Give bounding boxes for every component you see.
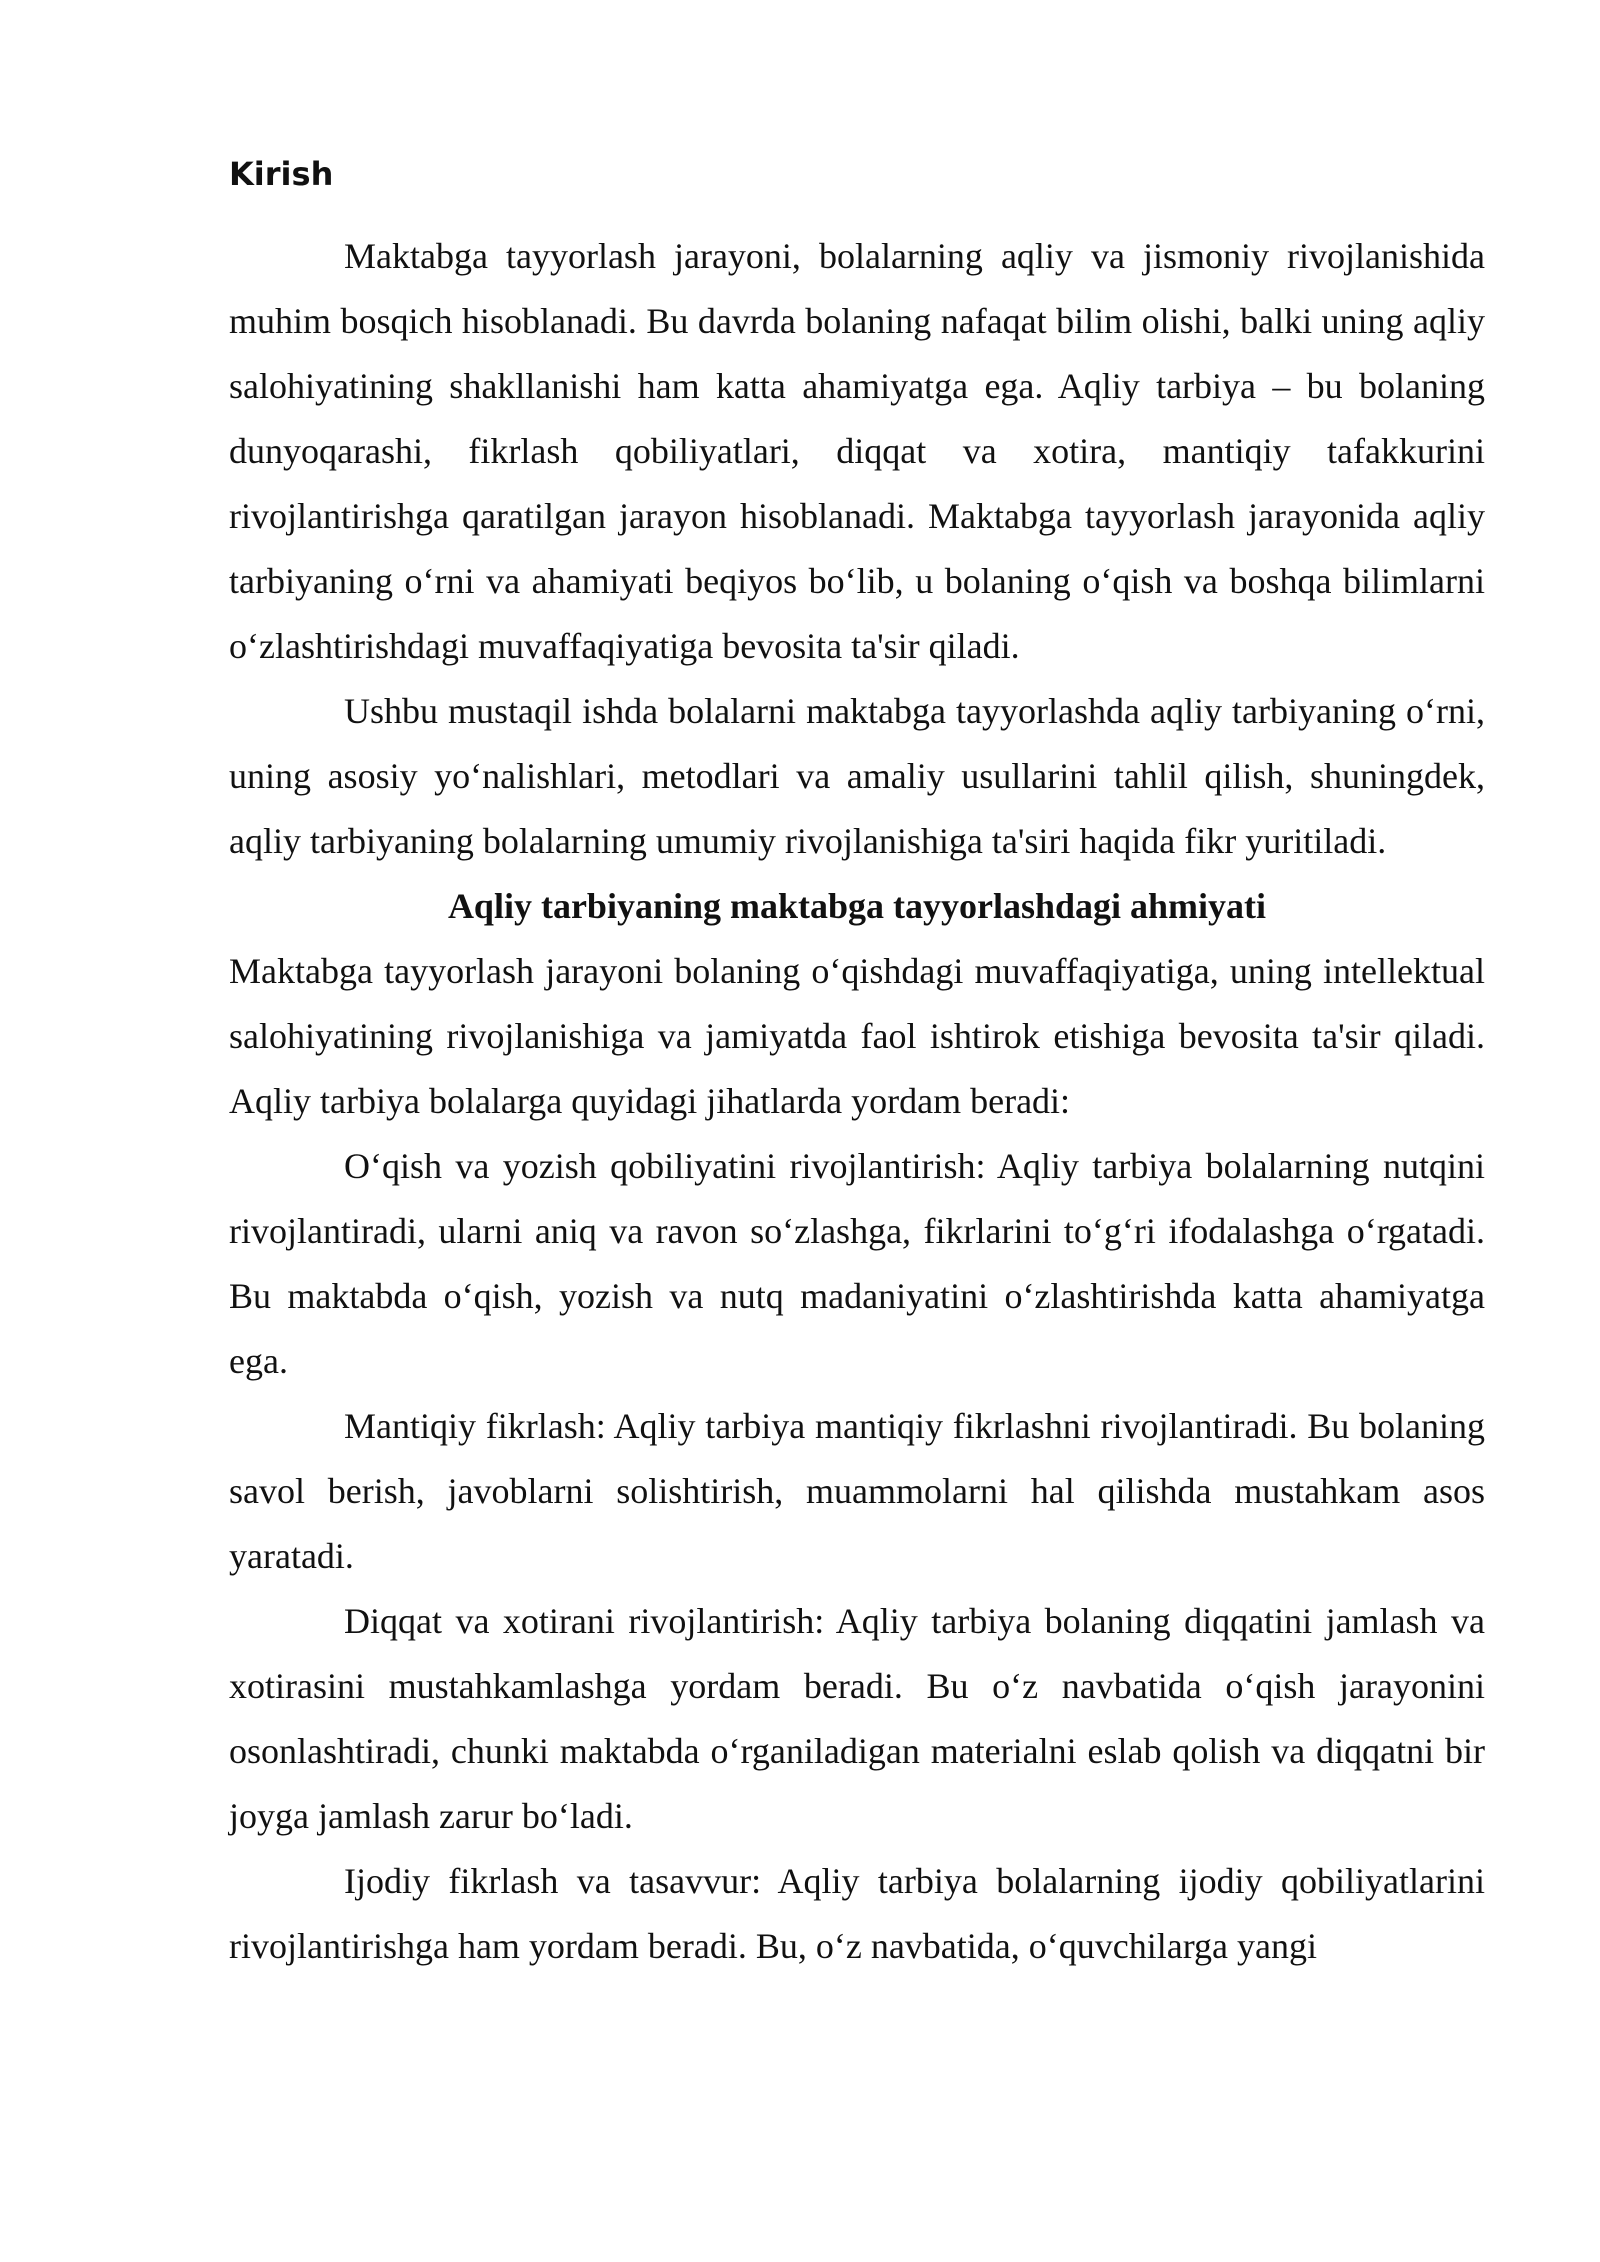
section-lead-paragraph: Maktabga tayyorlash jarayoni bolaning o‘qishdagi muvaffaqiyatiga, uning intellektual salohiyatining rivojlanishiga va jamiyatda faol ishtirok etishiga bevosita ta'sir qiladi. Aqliy tarbiya bolalarga quyidagi jihatlarda yordam beradi: [229,951,1485,1121]
section-heading: Aqliy tarbiyaning maktabga tayyorlashdagi ahmiyati [447,886,1267,926]
intro-paragraph-2: Ushbu mustaqil ishda bolalarni maktabga tayyorlashda aqliy tarbiyaning o‘rni, uning asosiy yo‘nalishlari, metodlari va amaliy usullarini tahlil qilish, shuningdek, aqliy tarbiyaning bolalarning umumiy rivojlanishiga ta'siri haqida fikr yuritiladi. [229,691,1485,861]
paragraph-reading-writing: O‘qish va yozish qobiliyatini rivojlantirish: Aqliy tarbiya bolalarning nutqini rivojlantiradi, ularni aniq va ravon so‘zlashga, fikrlarini to‘g‘ri ifodalashga o‘rgatadi. Bu maktabda o‘qish, yozish va nutq madaniyatini o‘zlashtirishda katta ahamiyatga ega. [229,1146,1485,1381]
intro-paragraph-1: Maktabga tayyorlash jarayoni, bolalarning aqliy va jismoniy rivojlanishida muhim bosqich hisoblanadi. Bu davrda bolaning nafaqat bilim olishi, balki uning aqliy salohiyatining shakllanishi ham katta ahamiyatga ega. Aqliy tarbiya – bu bolaning dunyoqarashi, fikrlash qobiliyatlari, diqqat va xotira, mantiqiy tafakkurini rivojlantirishga qaratilgan jarayon hisoblanadi. Maktabga tayyorlash jarayonida aqliy tarbiyaning o‘rni va ahamiyati beqiyos bo‘lib, u bolaning o‘qish va boshqa bilimlarni o‘zlashtirishdagi muvaffaqiyatiga bevosita ta'sir qiladi. [229,236,1485,666]
paragraph-logical-thinking: Mantiqiy fikrlash: Aqliy tarbiya mantiqiy fikrlashni rivojlantiradi. Bu bolaning savol berish, javoblarni solishtirish, muammolarni hal qilishda mustahkam asos yaratadi. [229,1406,1485,1576]
paragraph-attention-memory: Diqqat va xotirani rivojlantirish: Aqliy tarbiya bolaning diqqatini jamlash va xotirasini mustahkamlashga yordam beradi. Bu o‘z navbatida o‘qish jarayonini osonlashtiradi, chunki maktabda o‘rganiladigan materialni eslab qolish va diqqatni bir joyga jamlash zarur bo‘ladi. [229,1601,1485,1836]
paragraph-creative-thinking: Ijodiy fikrlash va tasavvur: Aqliy tarbiya bolalarning ijodiy qobiliyatlarini rivojlantirishga ham yordam beradi. Bu, o‘z navbatida, o‘quvchilarga yangi [229,1861,1485,1966]
document-body [229,148,1485,1979]
intro-heading: Kirish [229,155,334,193]
